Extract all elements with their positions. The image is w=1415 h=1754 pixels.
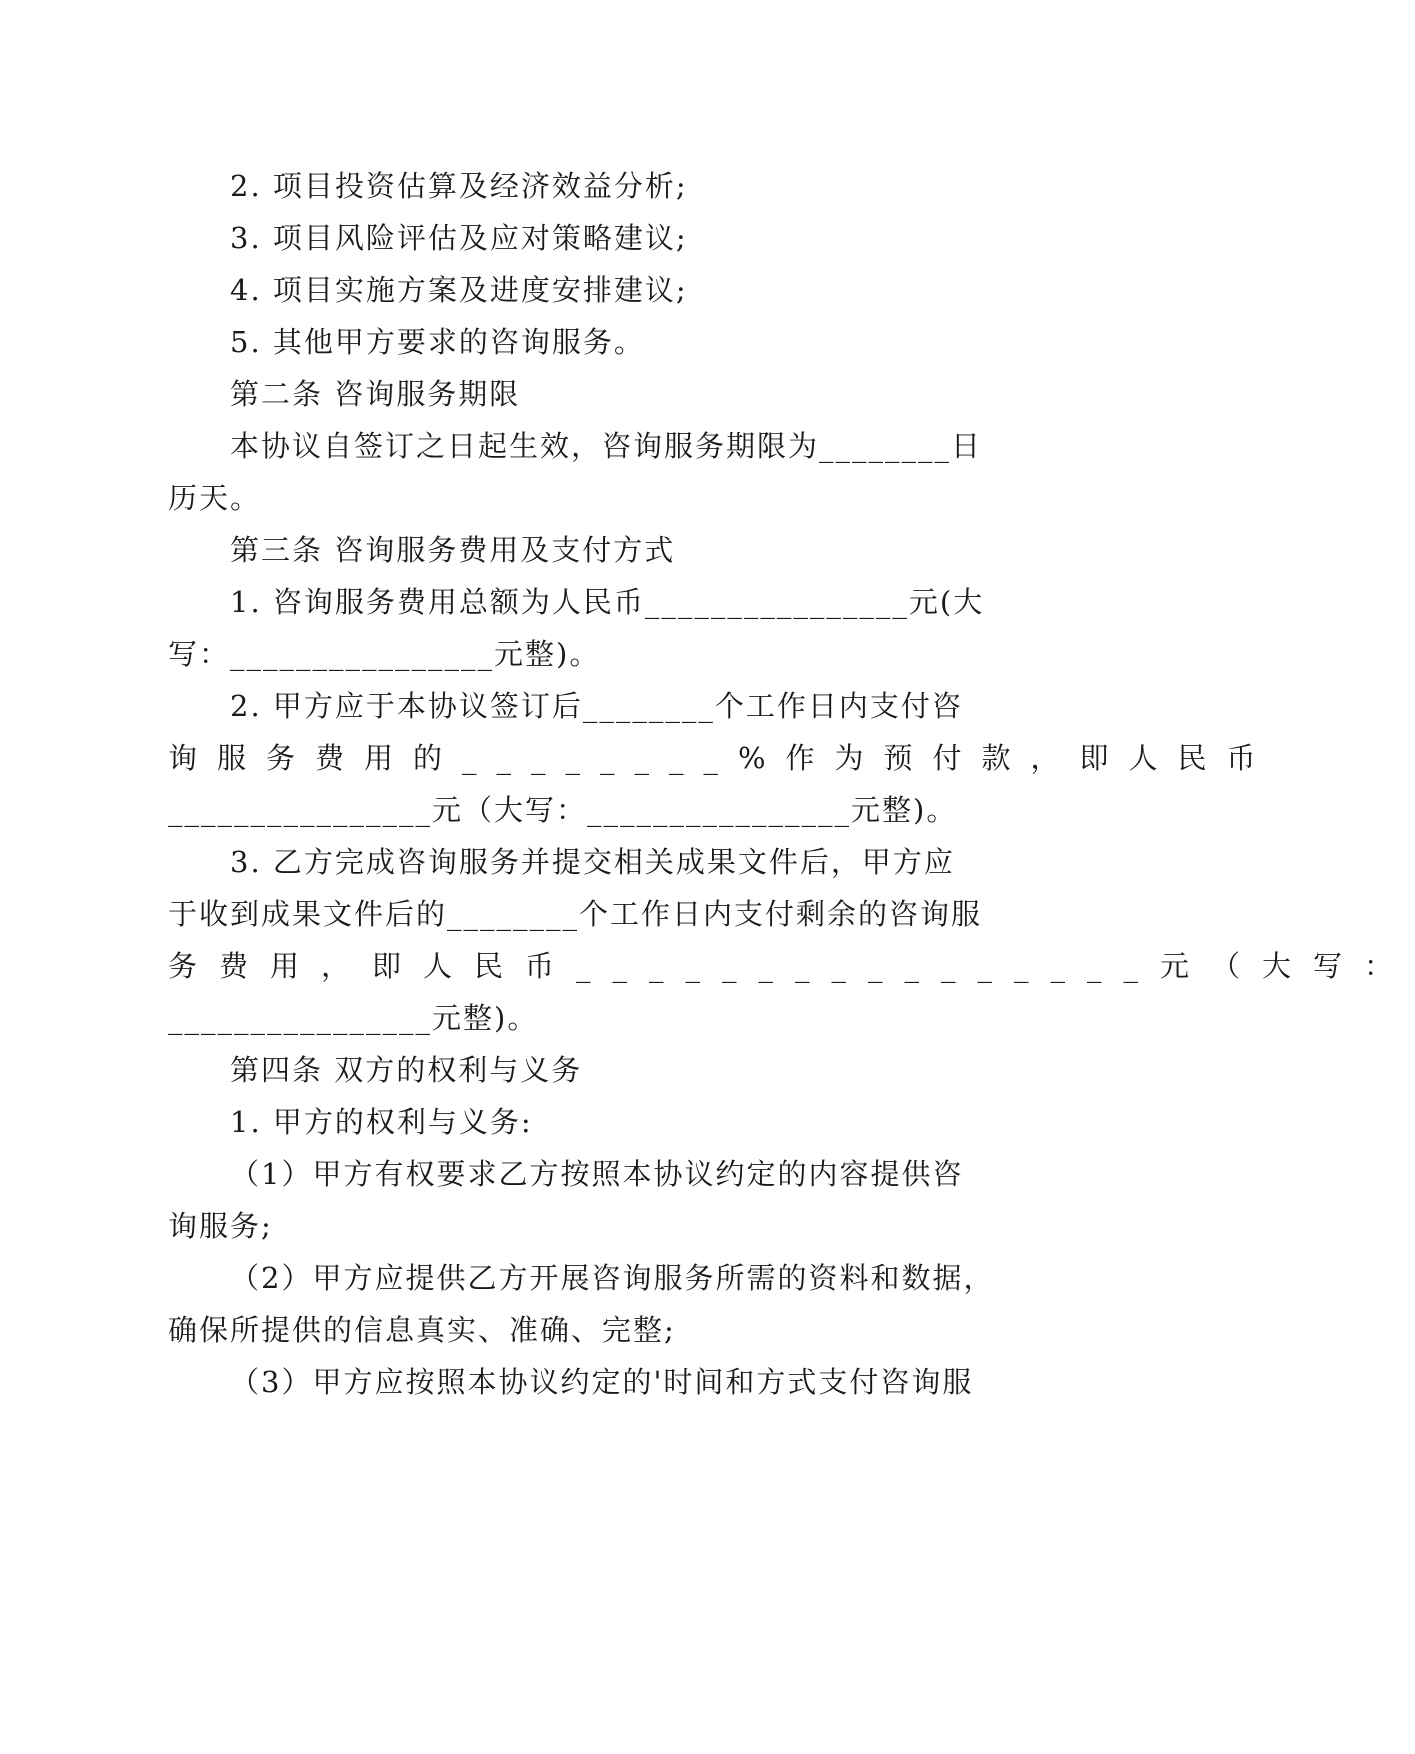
text-line: 5. 其他甲方要求的咨询服务。 — [230, 325, 645, 359]
text-line: 询服务; — [168, 1209, 273, 1243]
text-line: 务费用，即人民币________________元（大写： — [168, 949, 1415, 983]
text-line: 3. 乙方完成咨询服务并提交相关成果文件后，甲方应 — [230, 845, 955, 879]
text-line: 历天。 — [168, 481, 262, 515]
text-line: ________________元整)。 — [168, 1001, 539, 1035]
text-line: 确保所提供的信息真实、准确、完整; — [168, 1313, 676, 1347]
text-line: 2. 甲方应于本协议签订后________个工作日内支付咨 — [230, 689, 963, 723]
text-line: 3. 项目风险评估及应对策略建议; — [230, 221, 688, 255]
text-line: （1）甲方有权要求乙方按照本协议约定的内容提供咨 — [230, 1157, 964, 1191]
text-line: （2）甲方应提供乙方开展咨询服务所需的资料和数据， — [230, 1261, 995, 1295]
text-line: 本协议自签订之日起生效，咨询服务期限为________日 — [230, 429, 983, 463]
text-line: 询服务费用的________%作为预付款，即人民币 — [168, 741, 1276, 775]
text-line: ________________元（大写：________________元整)。 — [168, 793, 958, 827]
text-line: 于收到成果文件后的________个工作日内支付剩余的咨询服 — [168, 897, 983, 931]
text-line: （3）甲方应按照本协议约定的'时间和方式支付咨询服 — [230, 1365, 974, 1399]
text-line: 4. 项目实施方案及进度安排建议; — [230, 273, 688, 307]
section-heading: 第二条 咨询服务期限 — [230, 377, 521, 411]
text-line: 1. 咨询服务费用总额为人民币________________元(大 — [230, 585, 985, 619]
section-heading: 第三条 咨询服务费用及支付方式 — [230, 533, 676, 567]
section-heading: 第四条 双方的权利与义务 — [230, 1053, 583, 1087]
text-line: 1. 甲方的权利与义务: — [230, 1105, 533, 1139]
text-line: 2. 项目投资估算及经济效益分析; — [230, 169, 688, 203]
text-line: 写：________________元整)。 — [168, 637, 601, 671]
